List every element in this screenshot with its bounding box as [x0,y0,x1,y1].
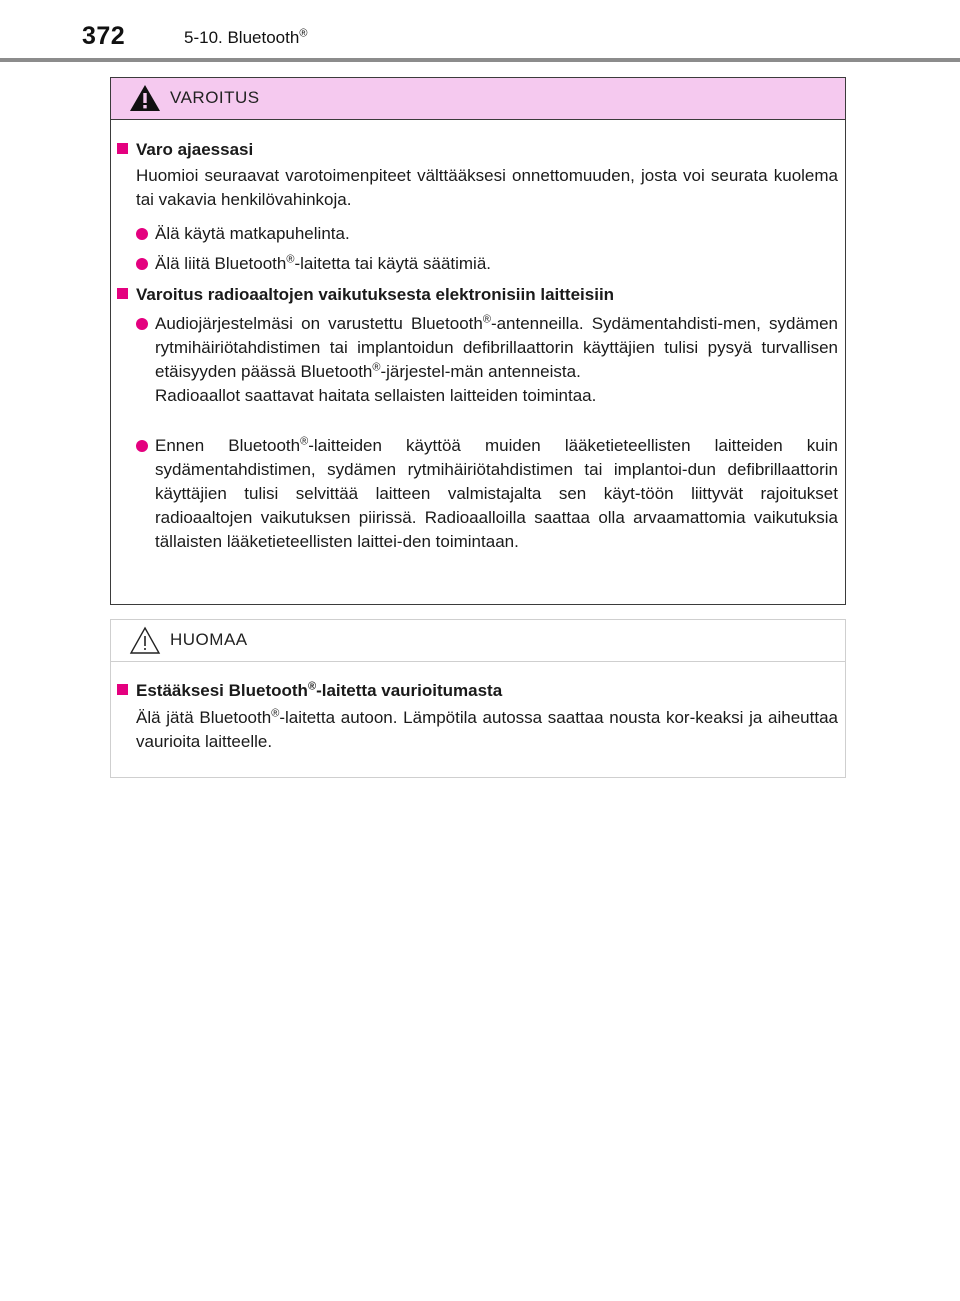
warning-triangle-icon [129,83,161,113]
list-item: Älä käytä matkapuhelinta. [136,222,838,246]
notice-box [110,619,846,778]
header-divider [0,58,960,62]
warning-box [110,77,846,605]
list-item: Audiojärjestelmäsi on varustettu Bluetooth®-antenneilla. Sydämentahdisti-men, sydämen rytmihäiriötahdistimen tai implantoidun defibrillaattorin käyttäjien tulisi pysyä turvallisen etäisyyden päässä Bluetooth®-järjestel-män antenneista. Radioaallot saattavat haitata sellaisten laitteiden toimintaa. [136,312,838,408]
bullet-icon [136,228,148,240]
warning-header [111,78,845,120]
section-heading: Estääksesi Bluetooth®-laitetta vaurioitumasta [117,679,502,703]
warning-label: VAROITUS [170,88,260,107]
page-header [0,0,960,62]
notice-label: HUOMAA [170,630,248,649]
list-item: Älä liitä Bluetooth®-laitetta tai käytä säätimiä. [136,252,838,276]
paragraph: Huomioi seuraavat varotoimenpiteet välttääksesi onnettomuuden, josta voi seurata kuolema tai vakavia henkilövahinkoja. [136,166,838,209]
list-item: Ennen Bluetooth®-laitteiden käyttöä muiden lääketieteellisten laitteiden kuin sydämentahdistimen, sydämen rytmihäiriötahdistimen tai implantoi-dun defibrillaattorin käyttäjien tulisi selvittää laitteen valmistajalta sen käyt-töön liittyvät rajoitukset radioaaltojen vaikutuksen piirissä. Radioaalloilla saattaa olla arvaamattomia vaikutuksia tällaisten lääketieteellisten laittei-den toimintaan. [136,434,838,554]
paragraph: Älä jätä Bluetooth®-laitetta autoon. Lämpötila autossa saattaa nousta kor-keaksi ja aiheuttaa vaurioita laitteelle. [136,707,838,751]
page-number: 372 [82,22,126,50]
bullet-icon [136,440,148,452]
bullet-icon [136,258,148,270]
section-title: 5-10. Bluetooth® [184,27,308,47]
caution-triangle-outline-icon [129,625,161,655]
section-heading: Varoitus radioaaltojen vaikutuksesta elektronisiin laitteisiin [117,283,614,307]
square-bullet-icon [117,684,128,695]
square-bullet-icon [117,288,128,299]
square-bullet-icon [117,143,128,154]
section-heading: Varo ajaessasi [117,138,253,162]
bullet-icon [136,318,148,330]
notice-header [111,620,845,662]
